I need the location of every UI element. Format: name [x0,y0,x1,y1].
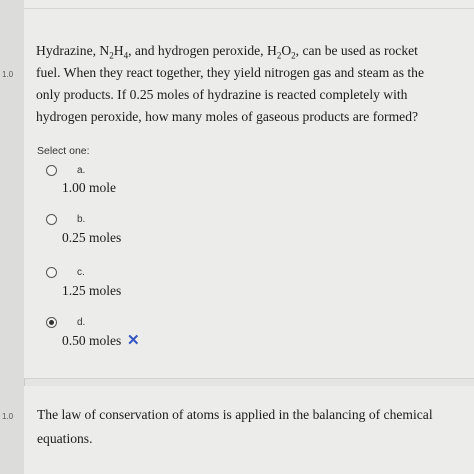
option-b-text[interactable]: 0.25 moles [62,230,122,245]
option-a-radio[interactable] [46,165,57,176]
option-c-radio[interactable] [46,267,57,278]
question-1-number: 1.0 [2,70,14,79]
divider [24,8,474,9]
select-one-label: Select one: [37,145,90,157]
option-b-radio[interactable] [46,214,57,225]
incorrect-x-icon: ✕ [127,332,140,349]
option-d-radio[interactable] [46,317,57,328]
option-a-text[interactable]: 1.00 mole [62,180,116,195]
option-d-text[interactable]: 0.50 moles [62,333,122,348]
option-c-text[interactable]: 1.25 moles [62,283,122,298]
question-2-number: 1.0 [2,412,14,421]
option-d-letter: d. [77,317,86,328]
question-2-text: The law of conservation of atoms is applied in the balancing of chemical equations. [37,407,433,446]
option-a-letter: a. [77,165,86,176]
option-b-letter: b. [77,214,86,225]
option-c-letter: c. [77,267,85,278]
question-1-text: Hydrazine, $N_2H_4$, and hydrogen peroxide, $H_2O_2$, can be used as rocket fuel. When they react together, they yield nitrogen gas and steam as the only products. If 0.25 moles of hydrazine is reacted completely with hydrogen peroxide, how many moles of gaseous products are formed? [36,43,424,124]
